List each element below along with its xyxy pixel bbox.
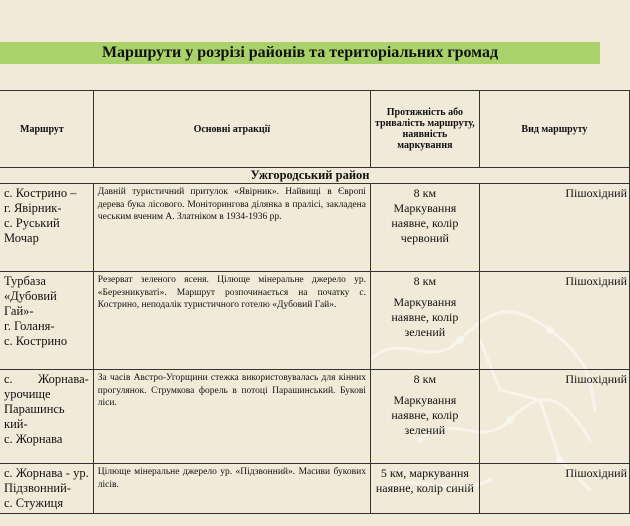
route-line: с. Стужиця — [4, 496, 64, 510]
route-cell — [0, 464, 93, 514]
route-line: Турбаза — [4, 274, 46, 288]
route-cell — [0, 184, 93, 272]
type-cell: Пішохідний — [479, 184, 629, 272]
route-line: с. Жорнава- — [4, 372, 89, 386]
header-type: Вид маршруту — [479, 91, 629, 168]
route-line: с. Кострино — [4, 334, 68, 348]
length-value: 8 км — [413, 372, 437, 386]
attractions-cell: Цілюще мінеральне джерело ур. «Підзвонний». Масиви букових лісів. — [93, 464, 370, 514]
route-cell — [0, 370, 93, 464]
header-length: Протяжність або тривалість маршруту, наявність маркування — [370, 91, 479, 168]
header-route: Маршрут — [0, 91, 93, 168]
route-line: Парашинсь — [4, 402, 65, 416]
table-header-row — [0, 91, 630, 168]
route-line: г. Голаня- — [4, 319, 55, 333]
attractions-cell: Резерват зеленого ясеня. Цілюще мінеральне джерело ур. «Березникуваті». Маршрут розпочинається на початку с. Кострино, неподалік туристичного готелю «Дубовий Гай». — [93, 272, 370, 370]
route-line: урочище — [4, 387, 51, 401]
district-row — [0, 168, 630, 184]
length-value: 5 км, маркування наявне, колір синій — [375, 466, 474, 495]
type-cell: Пішохідний — [479, 272, 629, 370]
length-value: 8 км — [413, 274, 437, 288]
type-cell: Пішохідний — [479, 370, 629, 464]
route-line: кий- — [4, 417, 28, 431]
type-cell: Пішохідний — [479, 464, 629, 514]
length-value: 8 км — [413, 186, 437, 200]
marking-text: Маркування наявне, колір червоний — [391, 201, 459, 245]
length-cell — [370, 464, 479, 514]
length-cell — [370, 272, 479, 370]
route-line: «Дубовий Гай»- — [4, 289, 57, 318]
page-title: Маршрути у розрізі районів та територіальних громад — [101, 44, 499, 61]
route-line: с. Руський Мочар — [4, 216, 60, 245]
marking-text: Маркування наявне, колір зелений — [391, 393, 459, 437]
route-line: с. Жорнава - ур. — [4, 466, 89, 480]
table-row — [0, 184, 630, 272]
attractions-cell: За часів Австро-Угорщини стежка використовувалась для кінних прогулянок. Струмкова форель в потоці Парашинський. Букові ліси. — [93, 370, 370, 464]
route-line: г. Явірник- — [4, 201, 62, 215]
table-row — [0, 464, 630, 514]
attractions-cell: Давній туристичний притулок «Явірник». Найвищі в Європі дерева бука лісового. Моніторингова ділянка в пралісі, закладена чеським вченим А. Златніком в 1934-1936 рр. — [93, 184, 370, 272]
length-cell — [370, 370, 479, 464]
table-row — [0, 370, 630, 464]
route-line: с. Жорнава — [4, 432, 63, 446]
district-name: Ужгородський район — [0, 168, 630, 184]
length-cell — [370, 184, 479, 272]
marking-text: Маркування наявне, колір зелений — [391, 295, 459, 339]
route-line: с. Кострино – — [4, 186, 77, 200]
routes-table — [0, 90, 630, 514]
table-row — [0, 272, 630, 370]
header-attractions: Основні атракції — [93, 91, 370, 168]
route-line: Підзвонний- — [4, 481, 71, 495]
route-cell — [0, 272, 93, 370]
